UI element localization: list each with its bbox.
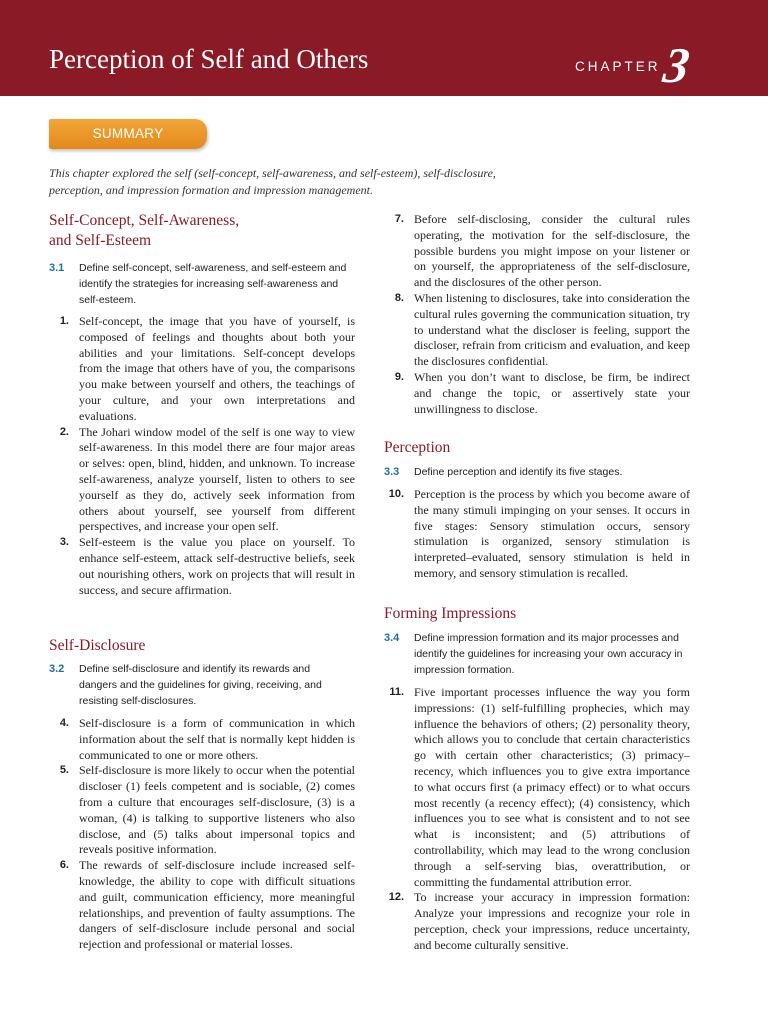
- self-disclosure-list-continued: [384, 212, 690, 417]
- objective-3-3: [384, 464, 684, 480]
- self-concept-list: [49, 314, 355, 598]
- objective-3-4: [384, 630, 684, 678]
- objective-number: 3.2: [49, 663, 65, 675]
- list-item: 2. The Johari window model of the self is one way to view self-awareness. In this model there are four major areas or selves: open, blind, hidden, and unknown. To increase self-awareness, analyze yourself, listen to others to see yourself as they do, actively seek information from others about yourself, see yourself from different perspectives, and increase your open self.: [59, 424, 355, 534]
- page-title: Perception of Self and Others: [49, 44, 369, 74]
- objective-text: Define self-concept, self-awareness, and self-esteem and identify the strategies for increasing self-awareness and self-esteem.: [79, 262, 347, 306]
- objective-number: 3.4: [384, 632, 400, 644]
- objective-text: Define perception and identify its five stages.: [414, 466, 623, 478]
- chapter-label: CHAPTER: [575, 59, 661, 74]
- impressions-list: [384, 685, 690, 954]
- list-item: 9. When you don’t want to disclose, be firm, be indirect and change the topic, or assertively state your unwillingness to disclose.: [394, 369, 690, 416]
- objective-text: Define impression formation and its major processes and identify the guidelines for increasing your own accuracy in impression formation.: [414, 632, 683, 676]
- list-item: 4. Self-disclosure is a form of communication in which information about the self that is normally kept hidden is communicated to one or more others.: [59, 716, 355, 762]
- list-item: 5. Self-disclosure is more likely to occur when the potential discloser (1) feels competent and is sociable, (2) comes from a culture that encourages self-disclosure, (3) is a woman, (4) is talking to supportive listeners who also disclose, and (5) talks about impersonal topics and reveals positive information.: [59, 763, 355, 857]
- section-heading-self-disclosure: Self-Disclosure: [49, 637, 146, 654]
- objective-3-1: [49, 260, 349, 308]
- objective-text: Define self-disclosure and identify its rewards and dangers and the guidelines for giving, receiving, and resisting self-disclosures.: [79, 663, 322, 707]
- chapter-number: 3: [660, 37, 693, 93]
- objective-number: 3.3: [384, 466, 400, 478]
- list-item: 1. Self-concept, the image that you have of yourself, is composed of feelings and thoughts about both your abilities and your limitations. Self-concept develops from the image that others have of you, the comparisons you make between yourself and others, the teachings of your culture, and your own interpretations and evaluations.: [59, 314, 355, 423]
- section-heading-perception: Perception: [384, 439, 451, 456]
- list-item: 12. To increase your accuracy in impression formation: Analyze your impressions and recognize your role in perception, check your impressions, reduce uncertainty, and become culturally sensitive.: [388, 890, 690, 952]
- list-item: 7. Before self-disclosing, consider the cultural rules operating, the motivation for the self-disclosure, the possible burdens you might impose on your listener or on yourself, the appropriateness of the self-disclosure, and the disclosures of the other person.: [394, 212, 690, 290]
- self-disclosure-list: [49, 716, 355, 953]
- chapter-header: [0, 0, 768, 96]
- list-item: 8. When listening to disclosures, take into consideration the cultural rules governing the communication situation, try to understand what the discloser is feeling, support the discloser, refrain from criticism and evaluation, and keep the disclosures confidential.: [394, 290, 690, 369]
- list-item: 6. The rewards of self-disclosure include increased self-knowledge, the ability to cope with difficult situations and guilt, communication efficiency, more meaningful relationships, and prevention of faulty assumptions. The dangers of self-disclosure include personal and social rejection and professional or material losses.: [59, 858, 355, 952]
- perception-list: [384, 487, 690, 582]
- section-heading-forming-impressions: Forming Impressions: [384, 605, 517, 622]
- list-item: 3. Self-esteem is the value you place on yourself. To enhance self-esteem, attack self-destructive beliefs, seek out nourishing others, work on projects that will result in success, and secure affirmation.: [59, 535, 355, 597]
- list-item: 10. Perception is the process by which you become aware of the many stimuli impinging on your senses. It occurs in five stages: Sensory stimulation occurs, sensory stimulation is organized, sensory stimulation is interpreted–evaluated, sensory stimulation is held in memory, and sensory stimulation is recalled.: [388, 487, 690, 580]
- objective-3-2: [49, 661, 349, 709]
- objective-number: 3.1: [49, 262, 65, 274]
- section-heading-self-concept: Self-Concept, Self-Awareness, and Self-Esteem: [49, 212, 240, 249]
- list-item: 11. Five important processes influence the way you form impressions: (1) self-fulfilling prophecies, which may influence the behaviors of others; (2) personality theory, which allows you to conclude that certain characteristics go with certain other characteristics; (3) primacy–recency, which influences you to give extra importance to what occurs first (a primacy effect) or to what occurs most recently (a recency effect); (4) consistency, which influences you to see what is consistent and to not see what is inconsistent; and (5) attributions of controllability, which may lead to the wrong conclusion through a self-serving bias, overattribution, or committing the fundamental attribution error.: [389, 685, 690, 889]
- summary-tab: SUMMARY: [49, 119, 207, 149]
- summary-intro: This chapter explored the self (self-concept, self-awareness, and self-esteem), self-disclosure, perception, and impression formation and impression management.: [49, 166, 496, 197]
